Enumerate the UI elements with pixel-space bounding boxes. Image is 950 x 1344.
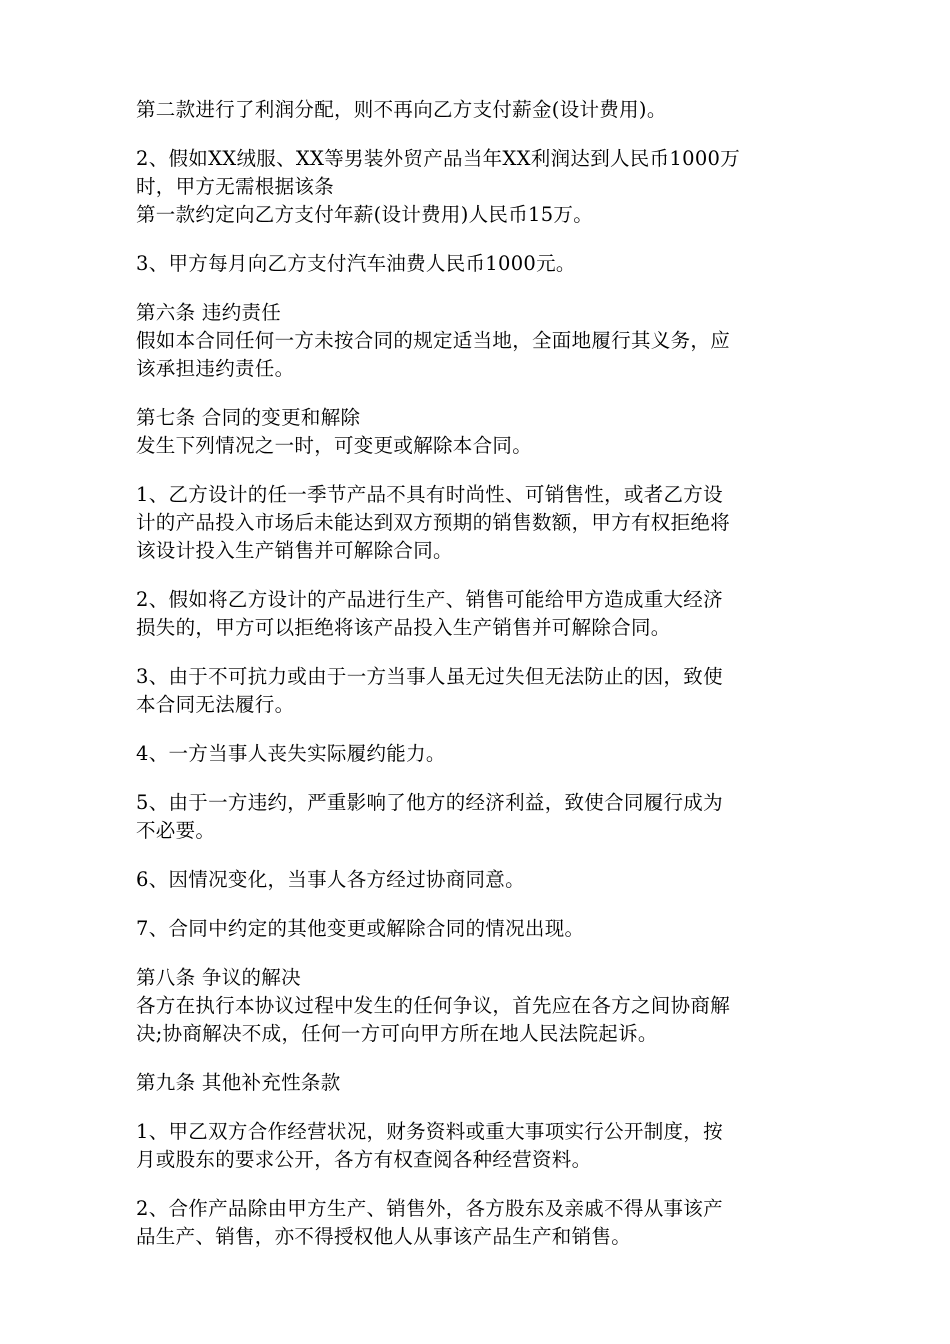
text-line: 第二款进行了利润分配，则不再向乙方支付薪金(设计费用)。 [136,98,667,121]
text-line: 品生产、销售，亦不得授权他人从事该产品生产和销售。 [136,1225,632,1248]
paragraph-article-7 [136,404,816,460]
text-line: 决;协商解决不成，任何一方可向甲方所在地人民法院起诉。 [136,1022,658,1045]
paragraph-continued-clause [136,96,816,124]
paragraph-article-7-item-4 [136,740,816,768]
paragraph-article-7-item-1 [136,481,816,565]
paragraph-article-9-item-1 [136,1118,816,1174]
paragraph-article-9-item-2 [136,1195,816,1251]
paragraph-article-7-item-7 [136,915,816,943]
text-line: 3、甲方每月向乙方支付汽车油费人民币1000元。 [136,252,576,275]
paragraph-article-9 [136,1069,816,1097]
text-line: 假如本合同任何一方未按合同的规定适当地，全面地履行其义务，应 [136,329,731,352]
text-line: 3、由于不可抗力或由于一方当事人虽无过失但无法防止的因，致使 [136,665,723,688]
paragraph-article-8 [136,964,816,1048]
paragraph-article-7-item-2 [136,586,816,642]
document-page [136,96,816,1272]
text-line: 4、一方当事人丧失实际履约能力。 [136,742,446,765]
text-line: 6、因情况变化，当事人各方经过协商同意。 [136,868,525,891]
text-line: 5、由于一方违约，严重影响了他方的经济利益，致使合同履行成为 [136,791,723,814]
text-line: 第一款约定向乙方支付年薪(设计费用)人民币15万。 [136,203,594,226]
text-line: 第七条 合同的变更和解除 [136,406,361,429]
text-line: 发生下列情况之一时，可变更或解除本合同。 [136,434,533,457]
paragraph-article-7-item-6 [136,866,816,894]
paragraph-article-6 [136,299,816,383]
text-line: 第八条 争议的解决 [136,966,301,989]
text-line: 1、乙方设计的任一季节产品不具有时尚性、可销售性，或者乙方设 [136,483,723,506]
text-line: 时，甲方无需根据该条 [136,175,335,198]
text-line: 计的产品投入市场后未能达到双方预期的销售数额，甲方有权拒绝将 [136,511,731,534]
text-line: 第六条 违约责任 [136,301,282,324]
text-line: 1、甲乙双方合作经营状况，财务资料或重大事项实行公开制度，按 [136,1120,723,1143]
text-line: 第九条 其他补充性条款 [136,1071,341,1094]
text-line: 该设计投入生产销售并可解除合同。 [136,539,453,562]
paragraph-article-7-item-3 [136,663,816,719]
text-line: 本合同无法履行。 [136,693,295,716]
paragraph-item-3-fuel [136,250,816,278]
text-line: 2、假如将乙方设计的产品进行生产、销售可能给甲方造成重大经济 [136,588,723,611]
paragraph-item-2-salary [136,145,816,229]
text-line: 7、合同中约定的其他变更或解除合同的情况出现。 [136,917,585,940]
text-line: 损失的，甲方可以拒绝将该产品投入生产销售并可解除合同。 [136,616,671,639]
text-line: 月或股东的要求公开，各方有权查阅各种经营资料。 [136,1148,592,1171]
text-line: 2、合作产品除由甲方生产、销售外，各方股东及亲戚不得从事该产 [136,1197,723,1220]
text-line: 不必要。 [136,819,216,842]
paragraph-article-7-item-5 [136,789,816,845]
text-line: 该承担违约责任。 [136,357,295,380]
text-line: 2、假如XX绒服、XX等男装外贸产品当年XX利润达到人民币1000万 [136,147,741,170]
text-line: 各方在执行本协议过程中发生的任何争议，首先应在各方之间协商解 [136,994,731,1017]
